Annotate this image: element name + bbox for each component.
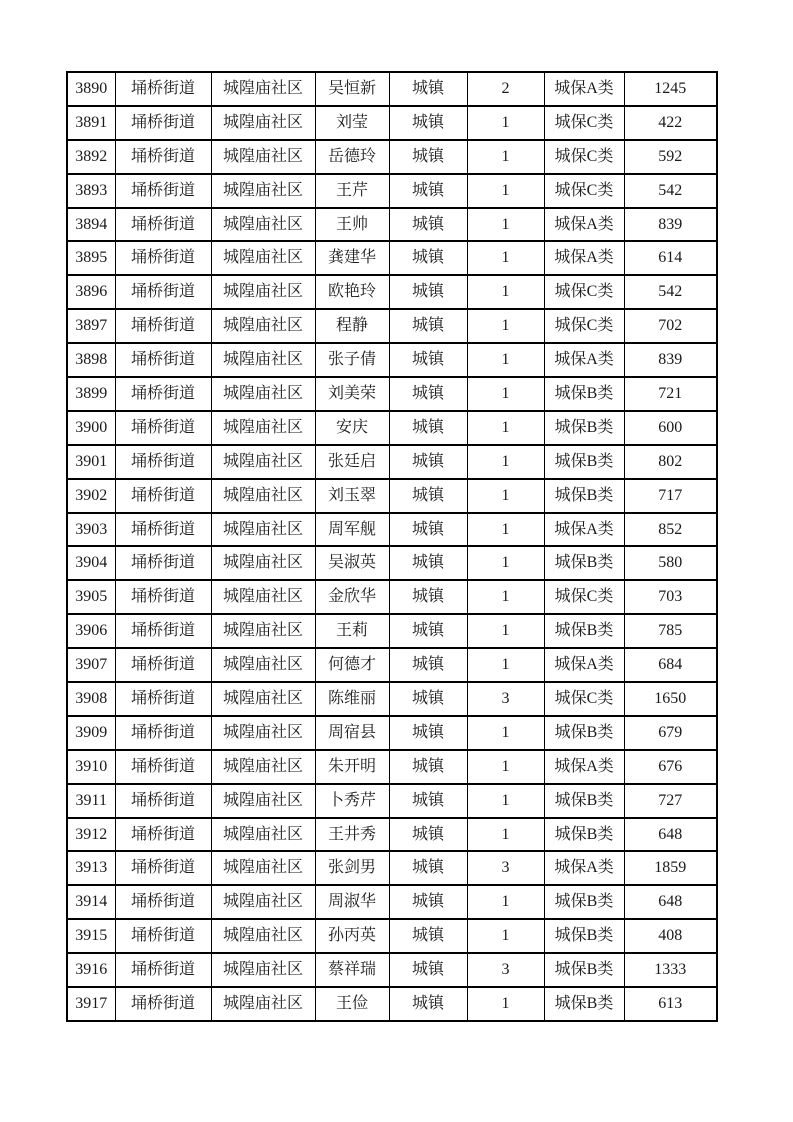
residence-type-cell: 城镇 (389, 648, 467, 682)
person-count-cell: 3 (467, 682, 544, 716)
person-count-cell: 1 (467, 614, 544, 648)
category-cell: 城保C类 (544, 174, 624, 208)
community-cell: 城隍庙社区 (211, 648, 315, 682)
table-row (67, 241, 717, 275)
table-row (67, 716, 717, 750)
person-count-cell: 1 (467, 885, 544, 919)
category-cell: 城保A类 (544, 208, 624, 242)
amount-cell: 721 (624, 377, 717, 411)
serial-cell: 3901 (67, 445, 115, 479)
community-cell: 城隍庙社区 (211, 818, 315, 852)
serial-cell: 3907 (67, 648, 115, 682)
table-row (67, 818, 717, 852)
residence-type-cell: 城镇 (389, 140, 467, 174)
street-cell: 埇桥街道 (115, 919, 211, 953)
community-cell: 城隍庙社区 (211, 377, 315, 411)
name-cell: 陈维丽 (315, 682, 389, 716)
serial-cell: 3906 (67, 614, 115, 648)
residence-type-cell: 城镇 (389, 851, 467, 885)
community-cell: 城隍庙社区 (211, 513, 315, 547)
community-cell: 城隍庙社区 (211, 750, 315, 784)
street-cell: 埇桥街道 (115, 208, 211, 242)
person-count-cell: 1 (467, 580, 544, 614)
table-row (67, 750, 717, 784)
category-cell: 城保B类 (544, 614, 624, 648)
serial-cell: 3892 (67, 140, 115, 174)
name-cell: 孙丙英 (315, 919, 389, 953)
amount-cell: 717 (624, 479, 717, 513)
residence-type-cell: 城镇 (389, 885, 467, 919)
community-cell: 城隍庙社区 (211, 241, 315, 275)
community-cell: 城隍庙社区 (211, 72, 315, 106)
name-cell: 蔡祥瑞 (315, 953, 389, 987)
serial-cell: 3893 (67, 174, 115, 208)
person-count-cell: 1 (467, 750, 544, 784)
name-cell: 周淑华 (315, 885, 389, 919)
community-cell: 城隍庙社区 (211, 987, 315, 1021)
category-cell: 城保B类 (544, 377, 624, 411)
amount-cell: 703 (624, 580, 717, 614)
amount-cell: 542 (624, 174, 717, 208)
residence-type-cell: 城镇 (389, 445, 467, 479)
residence-type-cell: 城镇 (389, 241, 467, 275)
serial-cell: 3912 (67, 818, 115, 852)
person-count-cell: 1 (467, 513, 544, 547)
table-row (67, 546, 717, 580)
category-cell: 城保A类 (544, 343, 624, 377)
street-cell: 埇桥街道 (115, 445, 211, 479)
name-cell: 程静 (315, 309, 389, 343)
table-row (67, 851, 717, 885)
category-cell: 城保B类 (544, 818, 624, 852)
street-cell: 埇桥街道 (115, 818, 211, 852)
amount-cell: 600 (624, 411, 717, 445)
resident-subsidy-table (66, 71, 718, 1022)
residence-type-cell: 城镇 (389, 106, 467, 140)
community-cell: 城隍庙社区 (211, 411, 315, 445)
amount-cell: 1650 (624, 682, 717, 716)
serial-cell: 3917 (67, 987, 115, 1021)
name-cell: 周军舰 (315, 513, 389, 547)
person-count-cell: 3 (467, 851, 544, 885)
residence-type-cell: 城镇 (389, 580, 467, 614)
serial-cell: 3899 (67, 377, 115, 411)
amount-cell: 542 (624, 275, 717, 309)
table-row (67, 309, 717, 343)
name-cell: 朱开明 (315, 750, 389, 784)
category-cell: 城保A类 (544, 72, 624, 106)
serial-cell: 3897 (67, 309, 115, 343)
name-cell: 卜秀芹 (315, 784, 389, 818)
amount-cell: 1859 (624, 851, 717, 885)
community-cell: 城隍庙社区 (211, 851, 315, 885)
amount-cell: 676 (624, 750, 717, 784)
category-cell: 城保C类 (544, 580, 624, 614)
name-cell: 王井秀 (315, 818, 389, 852)
person-count-cell: 1 (467, 140, 544, 174)
serial-cell: 3909 (67, 716, 115, 750)
name-cell: 龚建华 (315, 241, 389, 275)
residence-type-cell: 城镇 (389, 72, 467, 106)
street-cell: 埇桥街道 (115, 275, 211, 309)
category-cell: 城保B类 (544, 784, 624, 818)
community-cell: 城隍庙社区 (211, 546, 315, 580)
name-cell: 王俭 (315, 987, 389, 1021)
serial-cell: 3915 (67, 919, 115, 953)
table-row (67, 479, 717, 513)
street-cell: 埇桥街道 (115, 513, 211, 547)
name-cell: 张子倩 (315, 343, 389, 377)
table-row (67, 513, 717, 547)
community-cell: 城隍庙社区 (211, 445, 315, 479)
category-cell: 城保A类 (544, 750, 624, 784)
serial-cell: 3914 (67, 885, 115, 919)
serial-cell: 3903 (67, 513, 115, 547)
person-count-cell: 1 (467, 241, 544, 275)
residence-type-cell: 城镇 (389, 479, 467, 513)
name-cell: 张剑男 (315, 851, 389, 885)
category-cell: 城保C类 (544, 140, 624, 174)
person-count-cell: 1 (467, 546, 544, 580)
amount-cell: 580 (624, 546, 717, 580)
amount-cell: 1245 (624, 72, 717, 106)
amount-cell: 852 (624, 513, 717, 547)
street-cell: 埇桥街道 (115, 174, 211, 208)
table-row (67, 784, 717, 818)
amount-cell: 727 (624, 784, 717, 818)
community-cell: 城隍庙社区 (211, 208, 315, 242)
community-cell: 城隍庙社区 (211, 580, 315, 614)
street-cell: 埇桥街道 (115, 987, 211, 1021)
table-row (67, 445, 717, 479)
amount-cell: 802 (624, 445, 717, 479)
community-cell: 城隍庙社区 (211, 174, 315, 208)
residence-type-cell: 城镇 (389, 614, 467, 648)
person-count-cell: 1 (467, 784, 544, 818)
residence-type-cell: 城镇 (389, 174, 467, 208)
street-cell: 埇桥街道 (115, 377, 211, 411)
residence-type-cell: 城镇 (389, 750, 467, 784)
community-cell: 城隍庙社区 (211, 716, 315, 750)
residence-type-cell: 城镇 (389, 309, 467, 343)
community-cell: 城隍庙社区 (211, 784, 315, 818)
table-row (67, 275, 717, 309)
serial-cell: 3898 (67, 343, 115, 377)
table-row (67, 614, 717, 648)
residence-type-cell: 城镇 (389, 546, 467, 580)
table-row (67, 343, 717, 377)
category-cell: 城保A类 (544, 851, 624, 885)
table-row (67, 377, 717, 411)
table-row (67, 919, 717, 953)
community-cell: 城隍庙社区 (211, 682, 315, 716)
amount-cell: 684 (624, 648, 717, 682)
person-count-cell: 3 (467, 953, 544, 987)
amount-cell: 839 (624, 208, 717, 242)
table-row (67, 953, 717, 987)
category-cell: 城保B类 (544, 885, 624, 919)
name-cell: 周宿县 (315, 716, 389, 750)
street-cell: 埇桥街道 (115, 411, 211, 445)
name-cell: 吴恒新 (315, 72, 389, 106)
street-cell: 埇桥街道 (115, 784, 211, 818)
street-cell: 埇桥街道 (115, 953, 211, 987)
street-cell: 埇桥街道 (115, 309, 211, 343)
street-cell: 埇桥街道 (115, 750, 211, 784)
residence-type-cell: 城镇 (389, 208, 467, 242)
community-cell: 城隍庙社区 (211, 919, 315, 953)
table-row (67, 208, 717, 242)
residence-type-cell: 城镇 (389, 987, 467, 1021)
community-cell: 城隍庙社区 (211, 106, 315, 140)
person-count-cell: 1 (467, 987, 544, 1021)
street-cell: 埇桥街道 (115, 241, 211, 275)
residence-type-cell: 城镇 (389, 513, 467, 547)
residence-type-cell: 城镇 (389, 411, 467, 445)
residence-type-cell: 城镇 (389, 275, 467, 309)
category-cell: 城保B类 (544, 953, 624, 987)
street-cell: 埇桥街道 (115, 72, 211, 106)
category-cell: 城保B类 (544, 987, 624, 1021)
street-cell: 埇桥街道 (115, 546, 211, 580)
person-count-cell: 1 (467, 309, 544, 343)
serial-cell: 3908 (67, 682, 115, 716)
serial-cell: 3910 (67, 750, 115, 784)
table-row (67, 648, 717, 682)
person-count-cell: 1 (467, 648, 544, 682)
amount-cell: 648 (624, 885, 717, 919)
person-count-cell: 1 (467, 919, 544, 953)
table-row (67, 411, 717, 445)
street-cell: 埇桥街道 (115, 648, 211, 682)
serial-cell: 3913 (67, 851, 115, 885)
name-cell: 王帅 (315, 208, 389, 242)
category-cell: 城保B类 (544, 445, 624, 479)
residence-type-cell: 城镇 (389, 343, 467, 377)
residence-type-cell: 城镇 (389, 818, 467, 852)
category-cell: 城保B类 (544, 411, 624, 445)
street-cell: 埇桥街道 (115, 479, 211, 513)
table-body (67, 72, 717, 1021)
name-cell: 王芹 (315, 174, 389, 208)
person-count-cell: 1 (467, 479, 544, 513)
amount-cell: 702 (624, 309, 717, 343)
person-count-cell: 1 (467, 377, 544, 411)
amount-cell: 1333 (624, 953, 717, 987)
street-cell: 埇桥街道 (115, 682, 211, 716)
name-cell: 刘美荣 (315, 377, 389, 411)
name-cell: 吴淑英 (315, 546, 389, 580)
street-cell: 埇桥街道 (115, 851, 211, 885)
table-row (67, 987, 717, 1021)
community-cell: 城隍庙社区 (211, 275, 315, 309)
category-cell: 城保C类 (544, 106, 624, 140)
street-cell: 埇桥街道 (115, 716, 211, 750)
serial-cell: 3891 (67, 106, 115, 140)
category-cell: 城保C类 (544, 682, 624, 716)
person-count-cell: 1 (467, 411, 544, 445)
table-row (67, 106, 717, 140)
street-cell: 埇桥街道 (115, 614, 211, 648)
community-cell: 城隍庙社区 (211, 309, 315, 343)
person-count-cell: 2 (467, 72, 544, 106)
amount-cell: 408 (624, 919, 717, 953)
category-cell: 城保B类 (544, 919, 624, 953)
category-cell: 城保A类 (544, 513, 624, 547)
community-cell: 城隍庙社区 (211, 140, 315, 174)
name-cell: 张廷启 (315, 445, 389, 479)
community-cell: 城隍庙社区 (211, 953, 315, 987)
street-cell: 埇桥街道 (115, 343, 211, 377)
residence-type-cell: 城镇 (389, 919, 467, 953)
category-cell: 城保B类 (544, 479, 624, 513)
person-count-cell: 1 (467, 343, 544, 377)
name-cell: 岳德玲 (315, 140, 389, 174)
serial-cell: 3894 (67, 208, 115, 242)
person-count-cell: 1 (467, 445, 544, 479)
serial-cell: 3904 (67, 546, 115, 580)
serial-cell: 3890 (67, 72, 115, 106)
category-cell: 城保A类 (544, 648, 624, 682)
serial-cell: 3895 (67, 241, 115, 275)
residence-type-cell: 城镇 (389, 953, 467, 987)
person-count-cell: 1 (467, 174, 544, 208)
category-cell: 城保A类 (544, 241, 624, 275)
serial-cell: 3916 (67, 953, 115, 987)
name-cell: 刘莹 (315, 106, 389, 140)
category-cell: 城保C类 (544, 309, 624, 343)
amount-cell: 839 (624, 343, 717, 377)
name-cell: 王莉 (315, 614, 389, 648)
community-cell: 城隍庙社区 (211, 343, 315, 377)
residence-type-cell: 城镇 (389, 377, 467, 411)
person-count-cell: 1 (467, 818, 544, 852)
serial-cell: 3905 (67, 580, 115, 614)
street-cell: 埇桥街道 (115, 106, 211, 140)
serial-cell: 3900 (67, 411, 115, 445)
amount-cell: 648 (624, 818, 717, 852)
serial-cell: 3911 (67, 784, 115, 818)
street-cell: 埇桥街道 (115, 140, 211, 174)
name-cell: 金欣华 (315, 580, 389, 614)
amount-cell: 592 (624, 140, 717, 174)
serial-cell: 3902 (67, 479, 115, 513)
category-cell: 城保C类 (544, 275, 624, 309)
amount-cell: 785 (624, 614, 717, 648)
person-count-cell: 1 (467, 716, 544, 750)
name-cell: 何德才 (315, 648, 389, 682)
category-cell: 城保B类 (544, 716, 624, 750)
table-row (67, 174, 717, 208)
table-row (67, 140, 717, 174)
residence-type-cell: 城镇 (389, 716, 467, 750)
person-count-cell: 1 (467, 208, 544, 242)
person-count-cell: 1 (467, 275, 544, 309)
table-row (67, 885, 717, 919)
street-cell: 埇桥街道 (115, 580, 211, 614)
amount-cell: 614 (624, 241, 717, 275)
table-row (67, 72, 717, 106)
name-cell: 欧艳玲 (315, 275, 389, 309)
table-row (67, 682, 717, 716)
residence-type-cell: 城镇 (389, 682, 467, 716)
amount-cell: 679 (624, 716, 717, 750)
amount-cell: 613 (624, 987, 717, 1021)
serial-cell: 3896 (67, 275, 115, 309)
name-cell: 安庆 (315, 411, 389, 445)
amount-cell: 422 (624, 106, 717, 140)
community-cell: 城隍庙社区 (211, 885, 315, 919)
community-cell: 城隍庙社区 (211, 614, 315, 648)
street-cell: 埇桥街道 (115, 885, 211, 919)
table-row (67, 580, 717, 614)
community-cell: 城隍庙社区 (211, 479, 315, 513)
person-count-cell: 1 (467, 106, 544, 140)
residence-type-cell: 城镇 (389, 784, 467, 818)
category-cell: 城保B类 (544, 546, 624, 580)
name-cell: 刘玉翠 (315, 479, 389, 513)
